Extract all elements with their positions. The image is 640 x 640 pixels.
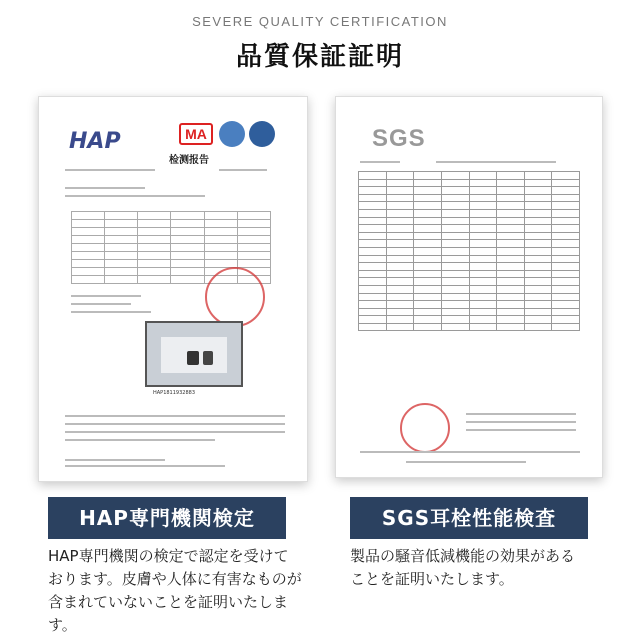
doc-text-line	[219, 169, 267, 171]
doc-text-line	[71, 295, 141, 297]
doc-text-line	[65, 187, 145, 189]
eyebrow-text: SEVERE QUALITY CERTIFICATION	[192, 14, 448, 29]
hap-certification-label: HAP専門機関検定	[48, 497, 286, 539]
doc-text-line	[466, 413, 576, 415]
doc-text-line	[360, 161, 400, 163]
description-line: 含まれていないことを証明いたします。	[48, 593, 289, 634]
doc-text-line	[71, 311, 151, 313]
doc-text-line	[65, 423, 285, 425]
description-line: HAP専門機関の検定で認定を受けて	[48, 547, 289, 565]
sgs-certificate-image	[335, 96, 603, 478]
doc-text-line	[360, 451, 580, 453]
earplug-icon	[203, 351, 213, 365]
doc-text-line	[466, 429, 576, 431]
doc-text-line	[65, 465, 225, 467]
doc-text-line	[65, 415, 285, 417]
doc-text-line	[65, 169, 155, 171]
doc-text-line	[65, 439, 215, 441]
ma-logo: MA	[179, 123, 213, 145]
doc-text-line	[466, 421, 576, 423]
hap-logo: HAP	[69, 129, 121, 154]
report-title: 检测报告	[169, 155, 209, 166]
red-seal-stamp	[205, 267, 265, 327]
sgs-test-label: SGS耳栓性能検査	[350, 497, 588, 539]
doc-text-line	[65, 195, 205, 197]
sgs-results-table	[358, 171, 580, 331]
doc-text-line	[71, 303, 131, 305]
doc-text-line	[65, 459, 165, 461]
description-line: 製品の騒音低減機能の効果がある	[350, 547, 576, 565]
sample-photo	[145, 321, 243, 387]
description-line: おります。皮膚や人体に有害なものが	[48, 570, 302, 588]
doc-text-line	[436, 161, 556, 163]
earplug-case-icon	[187, 351, 199, 365]
hap-description	[48, 545, 308, 637]
doc-text-line	[406, 461, 526, 463]
cnas-logo-icon	[249, 121, 275, 147]
description-line: ことを証明いたします。	[350, 570, 514, 588]
red-seal-stamp	[400, 403, 450, 453]
page-title: 品質保証証明	[235, 42, 404, 72]
sgs-description	[350, 545, 612, 591]
hap-certificate-image	[38, 96, 308, 482]
ilac-logo-icon	[219, 121, 245, 147]
sgs-logo: SGS	[372, 125, 426, 152]
photo-caption: HAP1811932883	[153, 390, 196, 396]
doc-text-line	[65, 431, 285, 433]
